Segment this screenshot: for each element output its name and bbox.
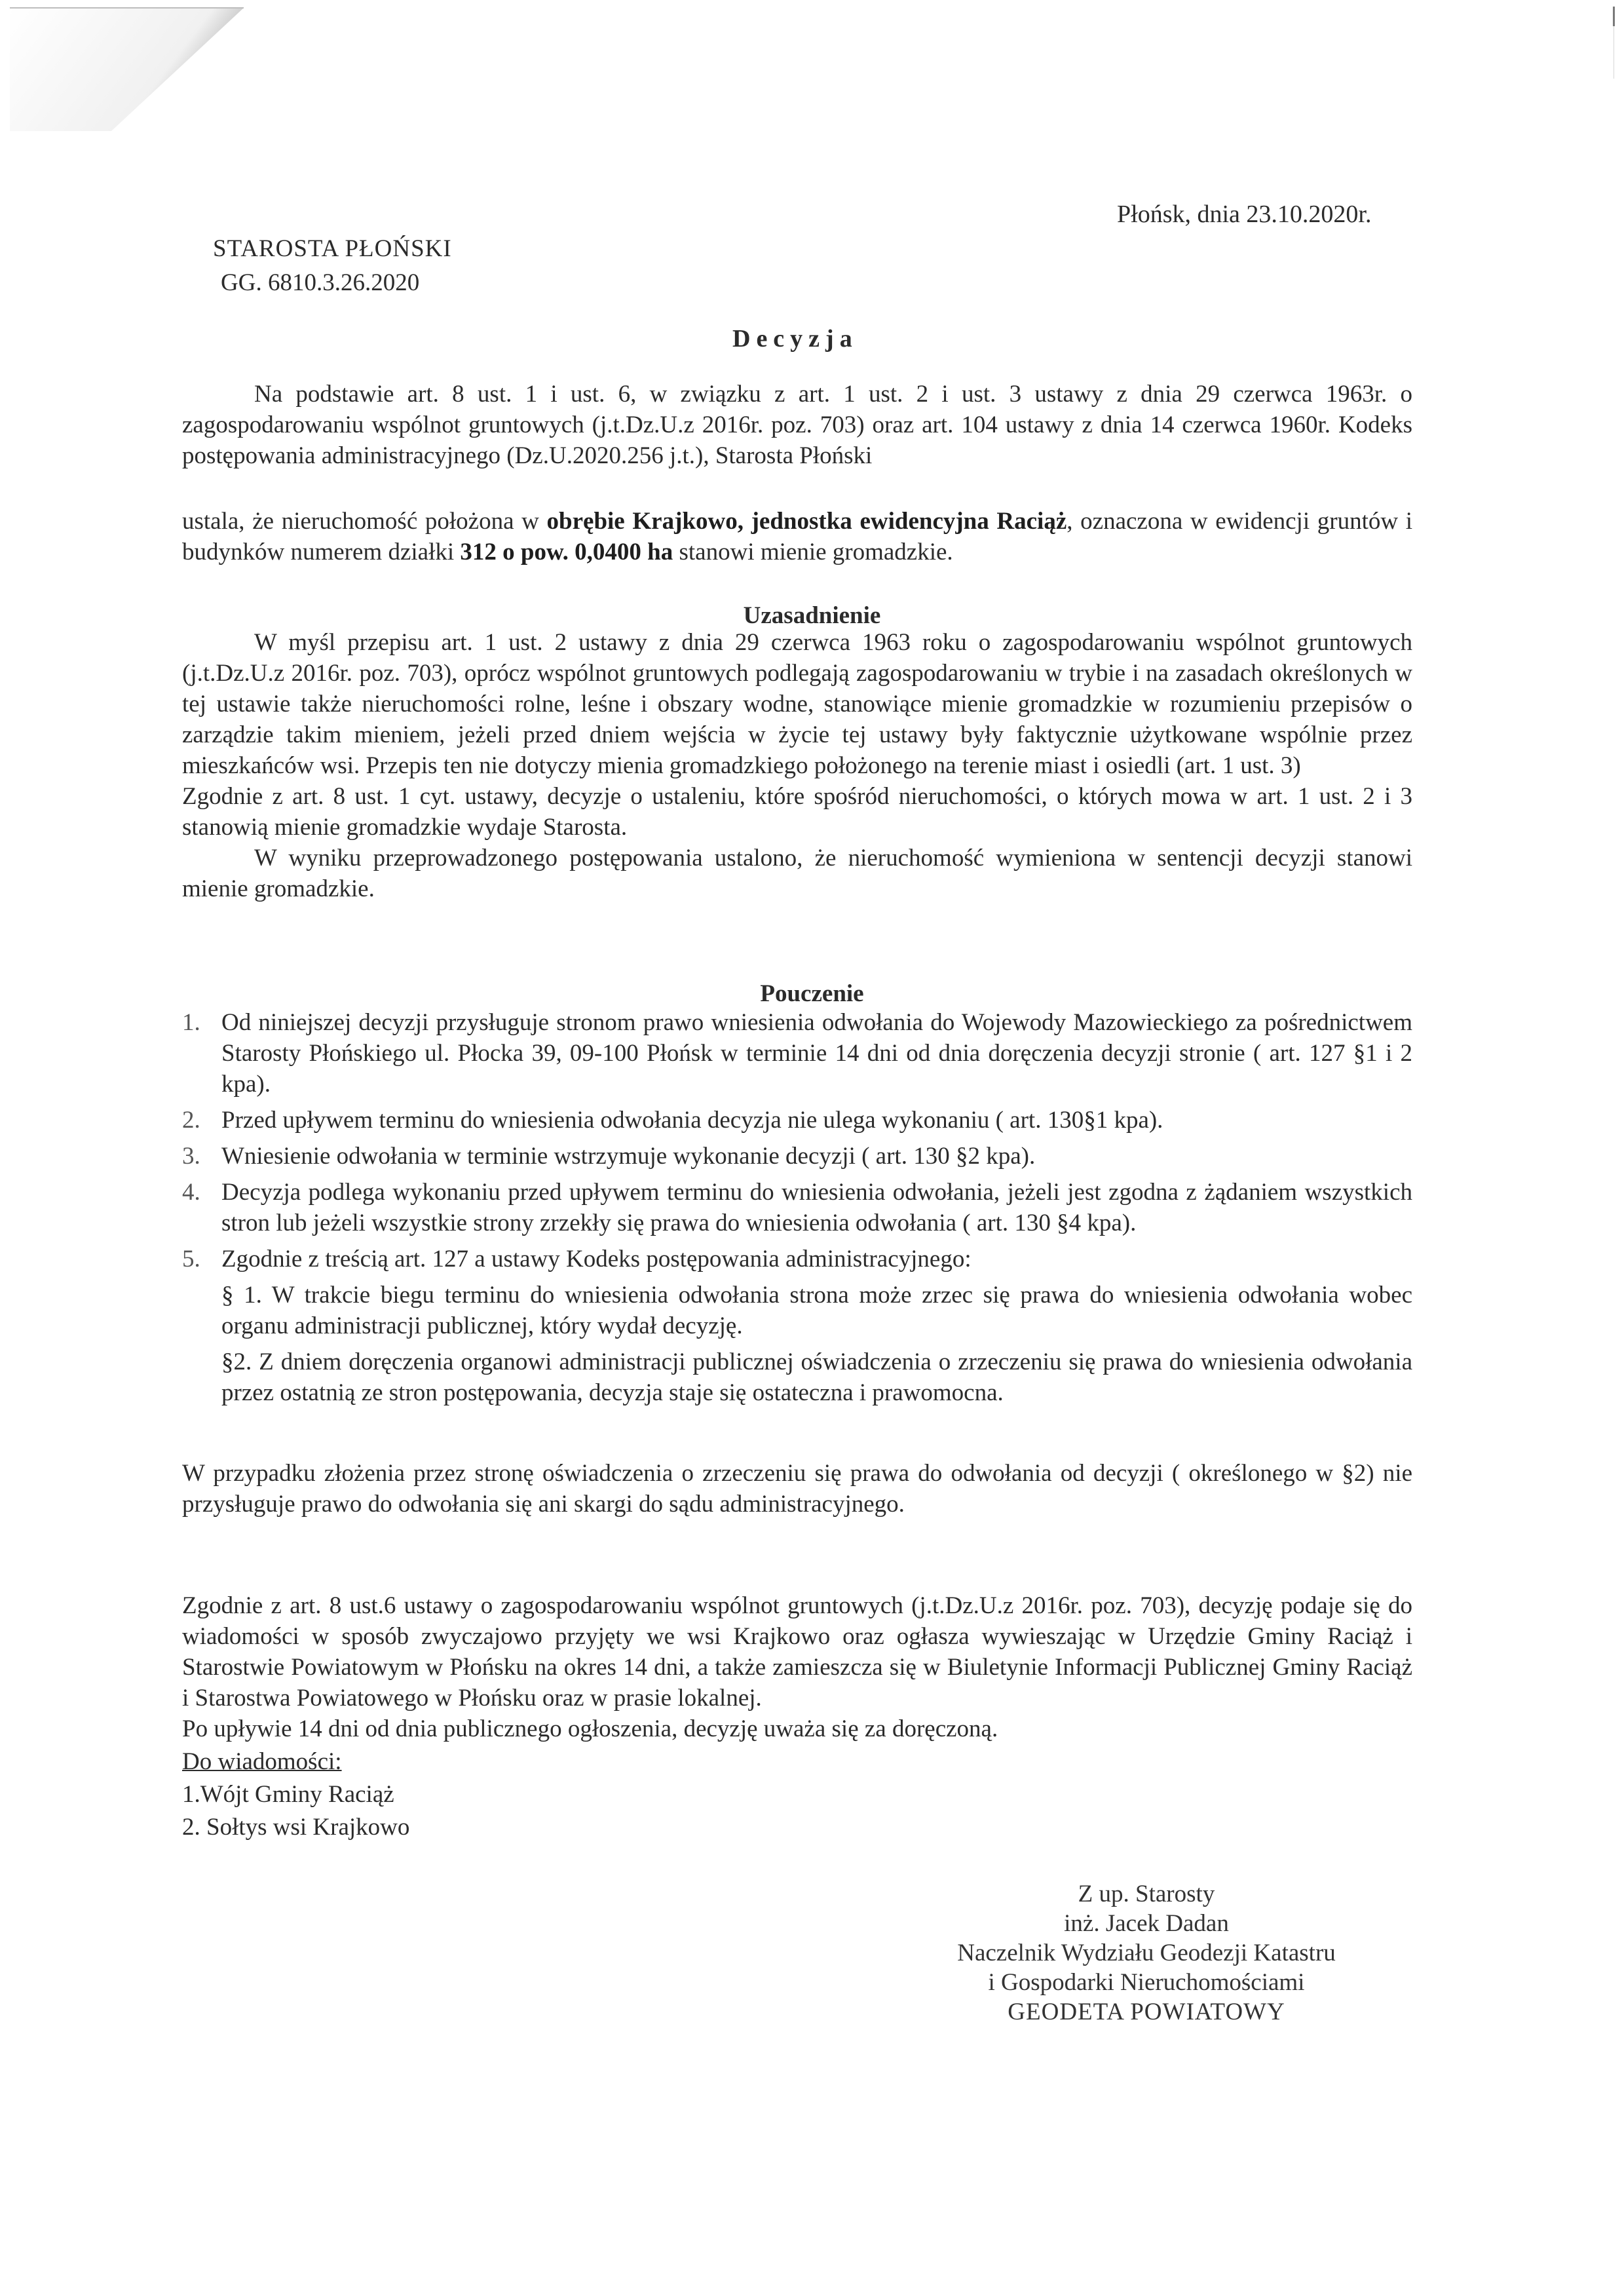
sub-paragraphs (221, 1280, 1412, 1408)
justification-heading: Uzasadnienie (743, 602, 881, 629)
instruction-item (182, 1141, 1412, 1172)
decision-part: stanowi mienie gromadzkie. (673, 539, 953, 565)
justification-paragraph: Zgodnie z art. 8 ust. 1 cyt. ustawy, decyzje o ustaleniu, które spośród nieruchomości, o których mowa w art. 1 ust. 2 i 3 stanowią mienie gromadzkie wydaje Starosta. (182, 783, 1412, 841)
decision-operative (182, 506, 1412, 567)
decision-part: , oznaczona w ewidencji gruntów i budynków numerem działki (182, 508, 1413, 565)
item-text: Wniesienie odwołania w terminie wstrzymuje wykonanie decyzji ( art. 130 §2 kpa). (221, 1143, 1036, 1170)
item-text: Decyzja podlega wykonaniu przed upływem terminu do wniesienia odwołania, jeżeli jest zgodna z żądaniem wszystkich stron lub jeżeli wszystkie strony zrzekły się prawa do wniesienia odwołania ( art. 130 §4 kpa). (221, 1179, 1412, 1236)
signature-name: inż. Jacek Dadan (1064, 1910, 1229, 1937)
decision-parcel: 312 o pow. 0,0400 ha (460, 539, 673, 565)
justification-body (182, 627, 1412, 904)
document-title: Decyzja (732, 325, 858, 353)
issuer-name: STAROSTA PŁOŃSKI (213, 235, 452, 262)
instruction-item (182, 1007, 1412, 1100)
signature-title: GEODETA POWIATOWY (1008, 1999, 1285, 2025)
sub-paragraph: § 1. W trakcie biegu terminu do wniesienia odwołania strona może zrzec się prawa do wniesienia odwołania wobec organu administracji publicznej, który wydał decyzję. (221, 1282, 1412, 1339)
decision-part: ustala, że nieruchomość położona w (182, 508, 547, 535)
copy-recipient: 2. Sołtys wsi Krajkowo (182, 1814, 410, 1841)
item-text: Od niniejszej decyzji przysługuje stronom prawo wniesienia odwołania do Wojewody Mazowieckiego za pośrednictwem Starosty Płońskiego ul. Płocka 39, 09-100 Płońsk w terminie 14 dni od dnia doręczenia decyzji stronie ( art. 127 §1 i 2 kpa). (221, 1009, 1412, 1098)
page-fold-corner (0, 0, 249, 131)
justification-paragraph: W myśl przepisu art. 1 ust. 2 ustawy z dnia 29 czerwca 1963 roku o zagospodarowaniu wspólnot gruntowych (j.t.Dz.U.z 2016r. poz. 703), oprócz wspólnot gruntowych podlegają zagospodarowaniu w trybie i na zasadach określonych w tej ustawie także nieruchomości rolne, leśne i obszary wodne, stanowiące mienie gromadzkie w rozumieniu przepisów o zarządzie takim mieniem, jeżeli przed dniem wejścia w życie tej ustawy były faktycznie użytkowane wspólnie przez mieszkańców wsi. Przepis ten nie dotyczy mienia gromadzkiego położonego na terenie miast i osiedli (art. 1 ust. 3) (182, 629, 1412, 779)
legal-basis-text: Na podstawie art. 8 ust. 1 i ust. 6, w związku z art. 1 ust. 2 i ust. 3 ustawy z dnia 29 czerwca 1963r. o zagospodarowaniu wspólnot gruntowych (j.t.Dz.U.z 2016r. poz. 703) oraz art. 104 ustawy z dnia 14 czerwca 1960r. Kodeks postępowania administracyjnego (Dz.U.2020.256 j.t.), Starosta Płoński (182, 381, 1412, 469)
item-body (221, 1244, 1412, 1413)
instruction-item (182, 1244, 1412, 1413)
signature-line: i Gospodarki Nieruchomościami (988, 1969, 1305, 1996)
item-text: Przed upływem terminu do wniesienia odwołania decyzja nie ulega wykonaniu ( art. 130§1 kpa). (221, 1107, 1163, 1134)
scan-edge-mark (1613, 7, 1615, 26)
instruction-heading: Pouczenie (760, 980, 864, 1007)
delivery-text: Po upływie 14 dni od dnia publicznego ogłoszenia, decyzję uważa się za doręczoną. (182, 1715, 998, 1742)
copy-recipient: 1.Wójt Gminy Raciąż (182, 1781, 394, 1808)
item-number: 2. (182, 1107, 200, 1134)
legal-basis (182, 379, 1412, 471)
signature-line: Naczelnik Wydziału Geodezji Katastru (957, 1940, 1336, 1966)
item-number: 4. (182, 1179, 200, 1206)
publication-note (182, 1590, 1412, 1744)
waiver-note (182, 1458, 1412, 1520)
copies-title: Do wiadomości: (182, 1748, 342, 1775)
instruction-item (182, 1105, 1412, 1136)
item-number: 5. (182, 1246, 200, 1272)
publication-text: Zgodnie z art. 8 ust.6 ustawy o zagospodarowaniu wspólnot gruntowych (j.t.Dz.U.z 2016r. poz. 703), decyzję podaje się do wiadomości w sposób zwyczajowo przyjęty we wsi Krajkowo oraz ogłasza wywieszając w Urzędzie Gminy Raciąż i Starostwie Powiatowym w Płońsku na okres 14 dni, a także zamieszcza się w Biuletynie Informacji Publicznej Gminy Raciąż i Starostwa Powiatowego w Płońsku oraz w prasie lokalnej. (182, 1592, 1412, 1712)
copies-list (182, 1746, 409, 1844)
waiver-text: W przypadku złożenia przez stronę oświadczenia o zrzeczeniu się prawa do odwołania od decyzji ( określonego w §2) nie przysługuje prawo do odwołania się ani skargi do sądu administracyjnego. (182, 1460, 1412, 1518)
place-date: Płońsk, dnia 23.10.2020r. (1117, 201, 1372, 228)
instruction-item (182, 1177, 1412, 1238)
sub-paragraph: §2. Z dniem doręczenia organowi administracji publicznej oświadczenia o zrzeczeniu się prawa do wniesienia odwołania przez ostatnią ze stron postępowania, decyzja staje się ostateczna i prawomocna. (221, 1349, 1412, 1406)
item-number: 3. (182, 1143, 200, 1170)
item-text: Zgodnie z treścią art. 127 a ustawy Kodeks postępowania administracyjnego: (221, 1246, 972, 1272)
decision-text (182, 506, 1412, 567)
case-reference: GG. 6810.3.26.2020 (221, 269, 420, 296)
decision-location: obrębie Krajkowo, jednostka ewidencyjna Raciąż (546, 508, 1067, 535)
justification-paragraph: W wyniku przeprowadzonego postępowania ustalono, że nieruchomość wymieniona w sentencji decyzji stanowi mienie gromadzkie. (182, 845, 1412, 902)
item-number: 1. (182, 1009, 200, 1036)
signature-line: Z up. Starosty (1078, 1881, 1215, 1907)
signature-block (911, 1879, 1382, 2027)
instruction-list (182, 1007, 1412, 1419)
